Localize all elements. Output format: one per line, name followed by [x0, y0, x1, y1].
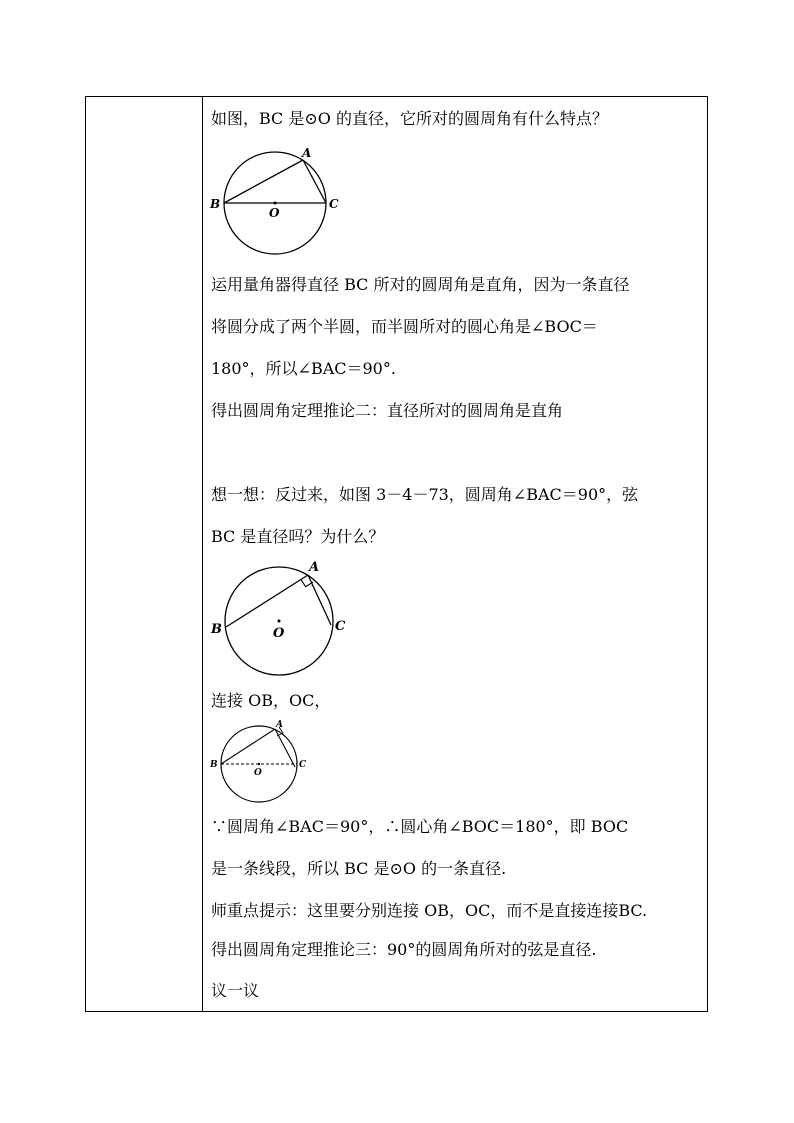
figure-2-svg: [207, 555, 357, 681]
label-b-2: B: [211, 622, 222, 637]
figure-3-svg: [207, 719, 317, 809]
center-point: [274, 202, 277, 205]
center-point-2: [278, 620, 281, 623]
content-cell: [203, 97, 707, 1011]
lesson-table: [85, 96, 708, 1012]
text-line-7: BC 是直径吗？为什么？: [211, 527, 385, 546]
text-line-13: 议一议: [211, 981, 260, 1000]
text-line-3: 将圆分成了两个半圆，而半圆所对的圆心角是∠BOC＝: [211, 317, 598, 336]
text-line-12: 得出圆周角定理推论三：90°的圆周角所对的弦是直径.: [211, 940, 597, 959]
label-b-3: B: [210, 760, 218, 770]
label-c: C: [329, 197, 339, 211]
figure-circle-diameter: [205, 145, 345, 265]
text-line-8: 连接 OB，OC，: [211, 691, 331, 710]
text-line-4: 180°，所以∠BAC＝90°.: [211, 359, 396, 378]
chord-ac-3: [275, 729, 295, 767]
text-line-6: 想一想：反过来，如图 3－4－73，圆周角∠BAC＝90°，弦: [211, 485, 639, 504]
text-line-9: ∵圆周角∠BAC＝90°，∴圆心角∠BOC＝180°，即 BOC: [211, 817, 629, 836]
figure-right-angle-circle: [207, 555, 357, 685]
text-line-1: 如图，BC 是⊙O 的直径，它所对的圆周角有什么特点？: [211, 109, 608, 128]
label-a-2: A: [309, 560, 320, 575]
label-o-2: O: [273, 626, 285, 641]
figure-1-svg: [205, 145, 345, 261]
chord-ac: [303, 160, 326, 203]
center-point-3: [258, 763, 260, 765]
label-o-3: O: [254, 768, 262, 778]
text-line-11: 师重点提示：这里要分别连接 OB，OC，而不是直接连接BC.: [211, 901, 648, 920]
label-c-2: C: [335, 619, 346, 634]
text-line-2: 运用量角器得直径 BC 所对的圆周角是直角，因为一条直径: [211, 275, 630, 294]
chord-ba: [224, 160, 303, 203]
figure-dashed-diameter: [207, 719, 317, 813]
chord-ba-3: [221, 729, 275, 764]
label-b: B: [210, 197, 221, 211]
text-line-10: 是一条线段，所以 BC 是⊙O 的一条直径.: [211, 859, 507, 878]
label-a: A: [302, 146, 312, 160]
label-o: O: [269, 206, 280, 220]
left-column-cell: [86, 97, 203, 1011]
label-a-3: A: [276, 720, 283, 730]
text-line-5: 得出圆周角定理推论二：直径所对的圆周角是直角: [211, 401, 564, 420]
label-c-3: C: [299, 760, 307, 770]
chord-ba-2: [226, 575, 308, 627]
